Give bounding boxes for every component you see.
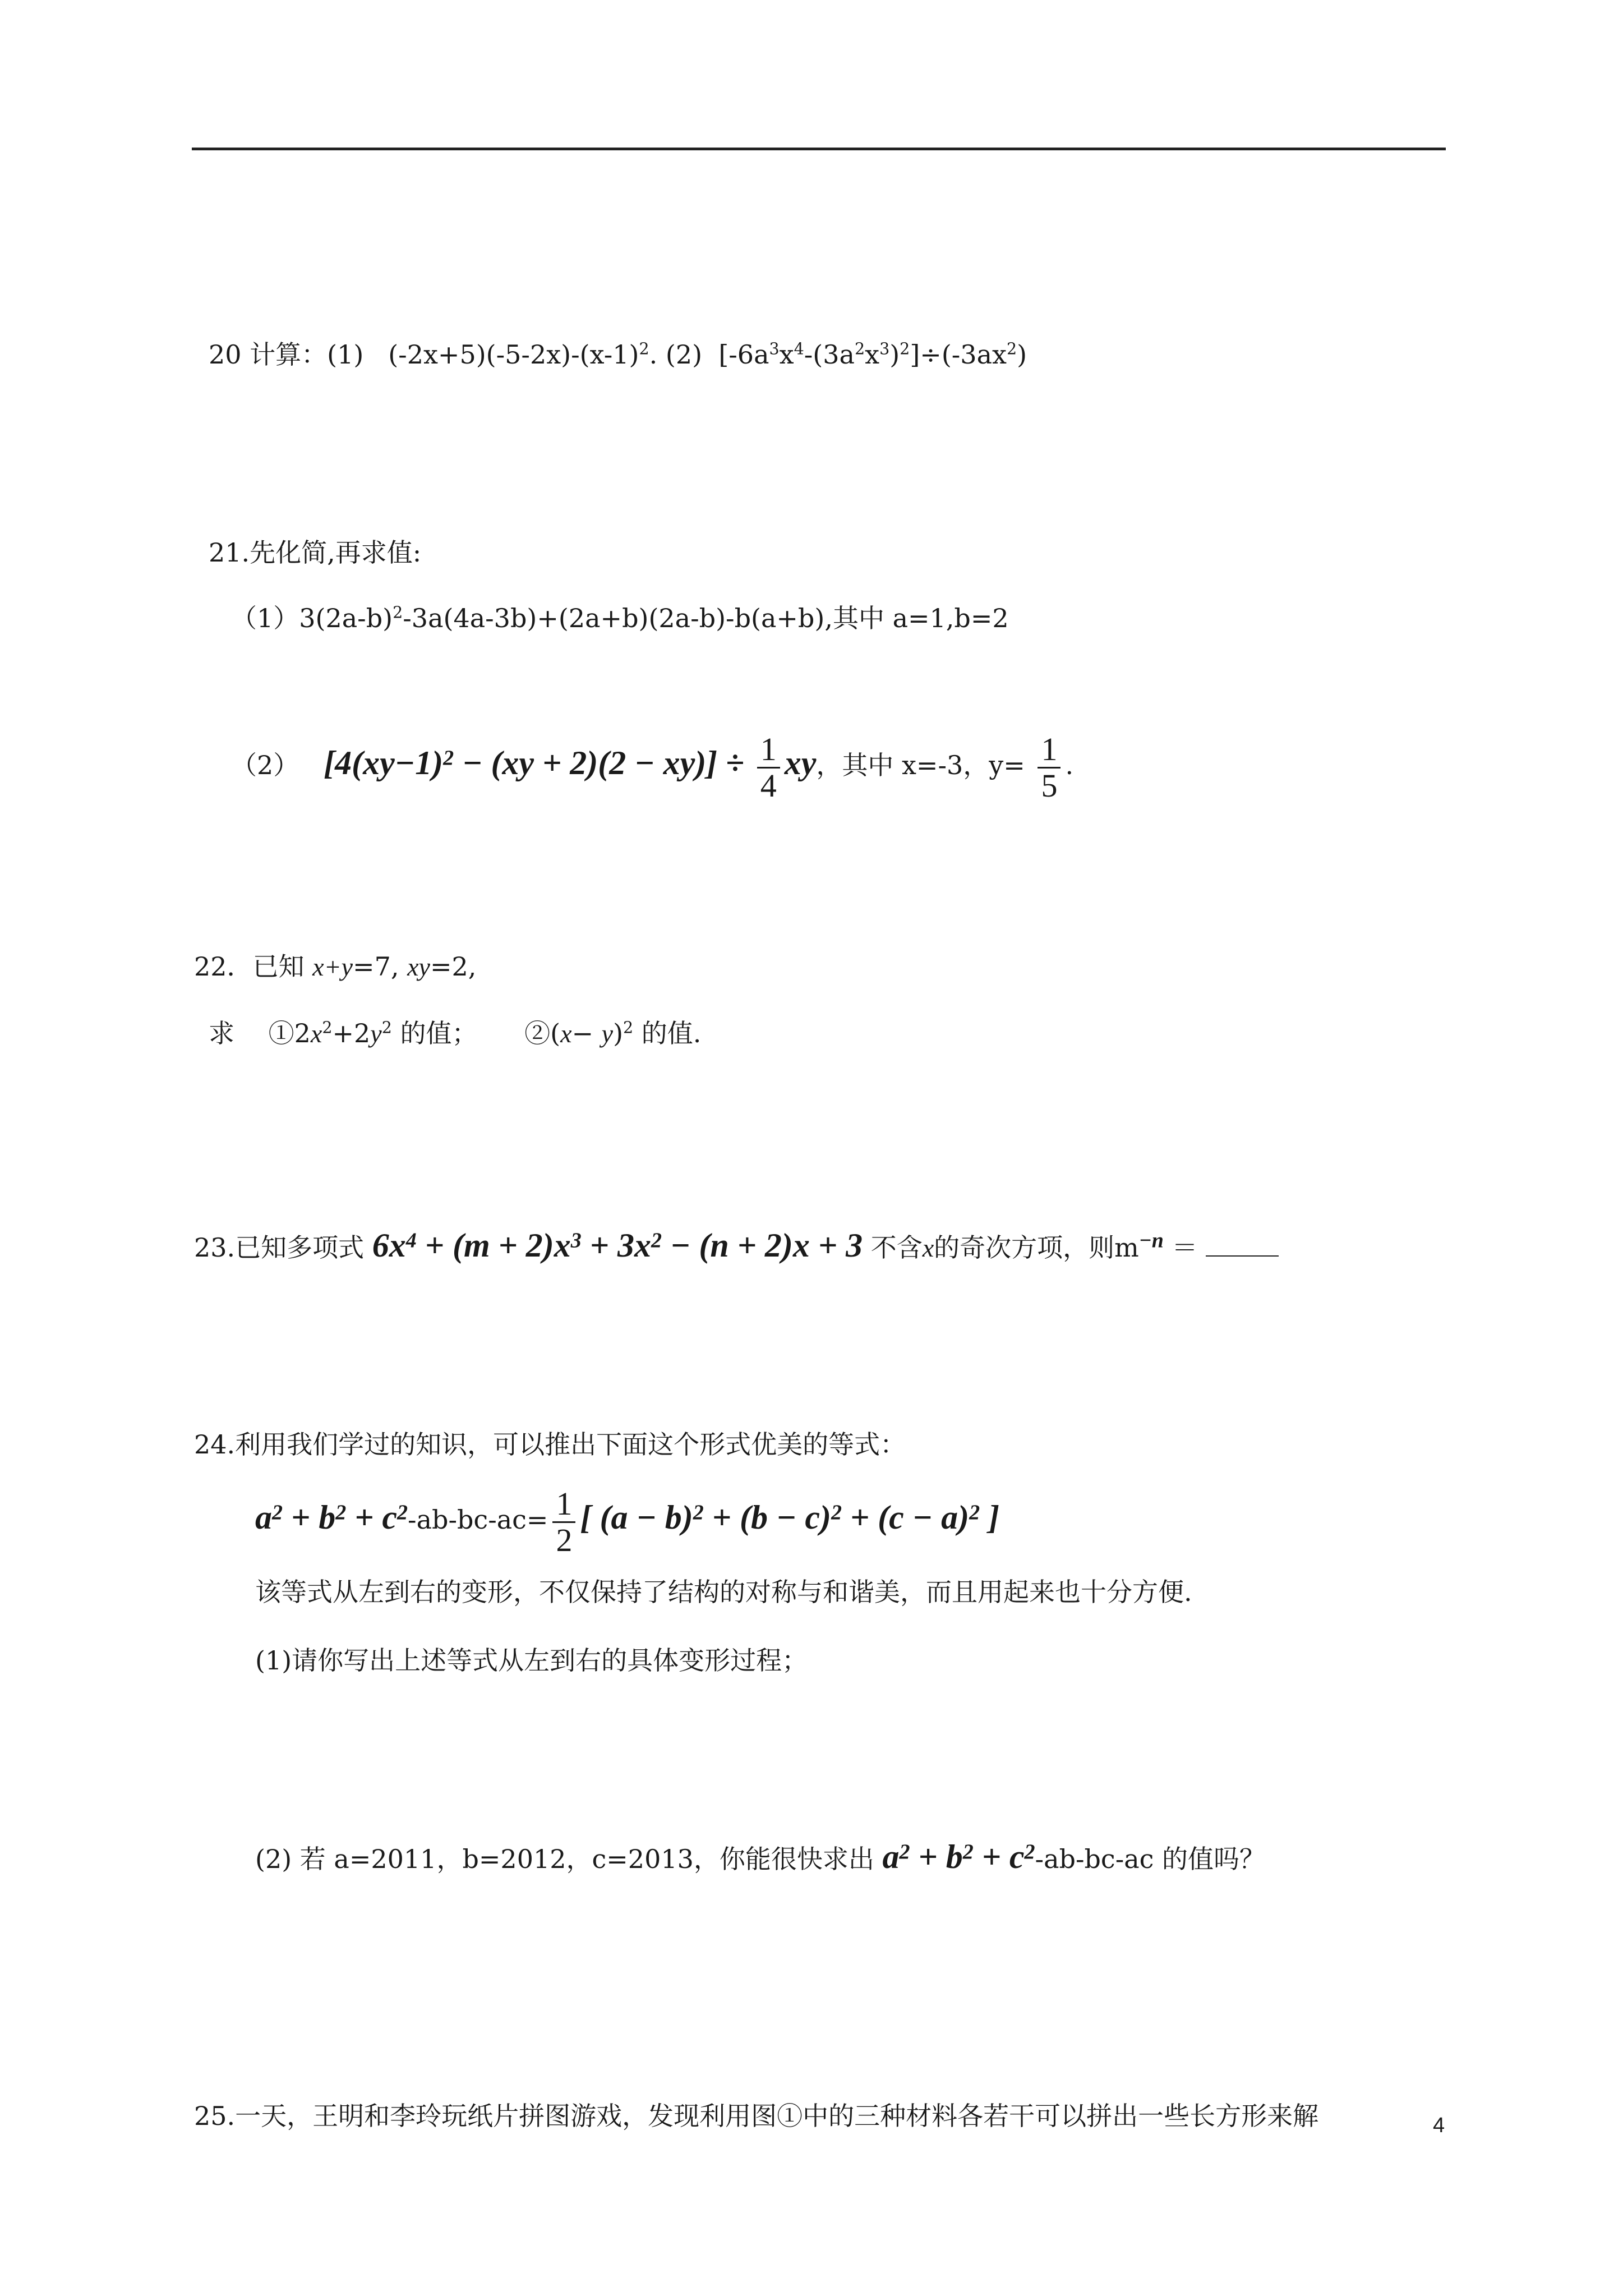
question-24-part2: (2) 若 a=2011，b=2012，c=2013，你能很快求出 $a^2 + b^2 + c^2-ab-bc-ac$ 的值吗？ — [255, 1838, 1266, 1875]
page-number: 4 — [1433, 2114, 1445, 2137]
fraction-one-half: $\frac{1}{2}$ — [552, 1487, 575, 1558]
question-24-formula: $a^2 + b^2 + c^2-ab-bc-ac=$ $\frac{1}{2}$ [ $(a - b)^2 + (b - c)^2 + (c - a)^2$ ] — [255, 1485, 1000, 1558]
question-21-part2: （2） $[4(xy-1)^2 - (xy + 2)(2 - xy)]$ ÷ $\frac{1}{4}$ xy，其中 x=-3，y= $\frac{1}{5}$ . — [231, 730, 1074, 804]
fraction-one-fifth: $\frac{1}{5}$ — [1038, 732, 1061, 803]
question-24-description: 该等式从左到右的变形，不仅保持了结构的对称与和谐美，而且用起来也十分方便. — [255, 1577, 1192, 1607]
question-21-title: 21.先化简,再求值: — [209, 537, 422, 568]
answer-blank[interactable] — [1206, 1233, 1279, 1257]
question-20: 20 计算：(1) $(-2x+5)(-5-2x)-(x-1)^2$. (2) $[-6a^3x^4-(3a^2x^3)^2]\div(-3ax^2)$ — [209, 339, 1027, 370]
question-24-title: 24.利用我们学过的知识，可以推出下面这个形式优美的等式： — [194, 1429, 906, 1460]
question-22-ask: 求 $①2x^2+2y^2$ 的值； ②(x− y)$^2$ 的值. — [209, 1018, 702, 1048]
question-23: 23.已知多项式 $6x^4 + (m + 2)x^3 + 3x^2 - (n + 2)x + 3$ 不含x的奇次方项，则$m^{-n}$ ＝ — [194, 1223, 1279, 1271]
question-21-part1: $(1)3(2a-b)^2-3a(4a-3b)+(2a+b)(2a-b)-b(a+b)$,其中 a=1,b=2 — [231, 603, 1009, 633]
question-24-part1: (1)请你写出上述等式从左到右的具体变形过程； — [255, 1645, 808, 1676]
header-rule — [192, 148, 1446, 150]
question-25: 25.一天，王明和李玲玩纸片拼图游戏，发现利用图①中的三种材料各若干可以拼出一些长方形来解 — [194, 2101, 1319, 2131]
fraction-one-quarter: $\frac{1}{4}$ — [757, 732, 780, 803]
question-22-given: 22．已知 x+y=7, xy=2, — [194, 951, 477, 982]
